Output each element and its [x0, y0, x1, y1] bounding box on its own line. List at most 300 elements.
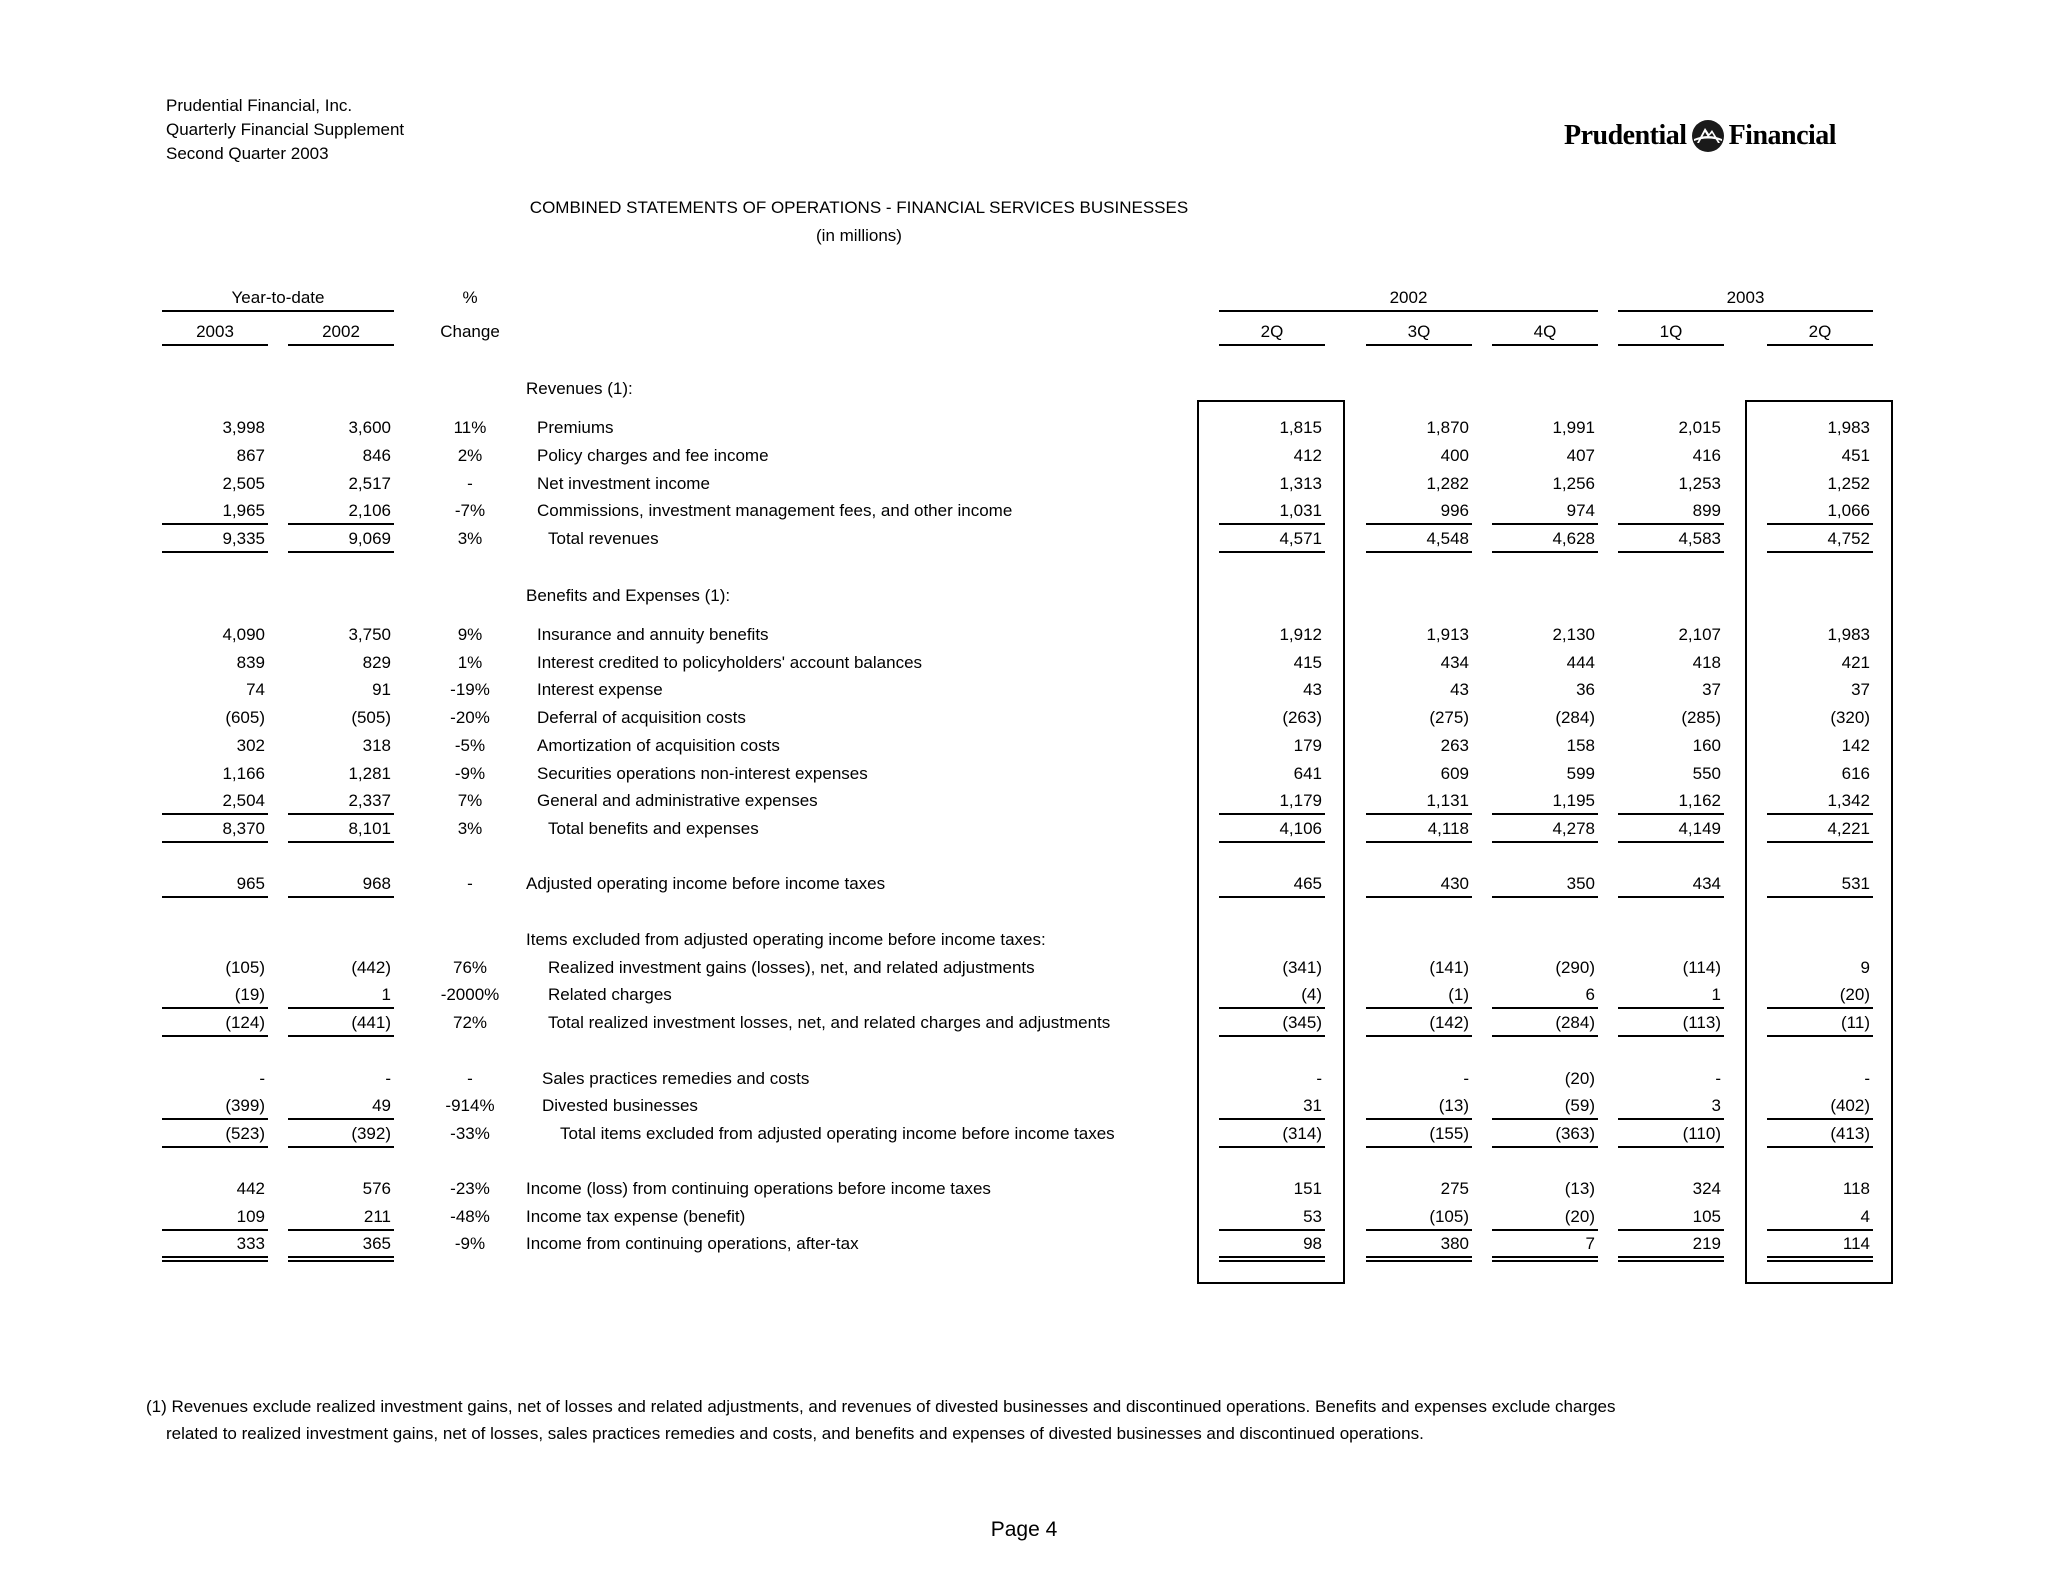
cell-q-2002-2q: (345)	[1282, 1013, 1322, 1032]
total-rule	[288, 1118, 394, 1120]
cell-pct-change: -20%	[450, 708, 490, 727]
cell-ytd-2003: 74	[246, 680, 265, 699]
cell-q-2002-2q: 465	[1293, 874, 1322, 893]
total-rule	[162, 1007, 268, 1009]
cell-q-2002-4q: (363)	[1555, 1124, 1595, 1143]
ytd-2003-rule	[162, 344, 268, 346]
cell-pct-change: -9%	[454, 764, 486, 783]
cell-q-2002-2q: 98	[1303, 1234, 1322, 1253]
total-rule	[162, 1035, 268, 1037]
q-2003-1q-rule	[1618, 344, 1724, 346]
cell-pct-change: 3%	[457, 529, 483, 548]
double-total-rule	[1618, 1260, 1724, 1262]
cell-q-2002-3q: (1)	[1448, 985, 1469, 1004]
total-rule	[1219, 551, 1325, 553]
cell-ytd-2002: (442)	[351, 958, 391, 977]
cell-q-2002-3q: (13)	[1438, 1096, 1469, 1115]
cell-q-2002-2q: 151	[1293, 1179, 1322, 1198]
q-2003-2q-rule	[1767, 344, 1873, 346]
total-rule	[1767, 1118, 1873, 1120]
total-rule	[1767, 896, 1873, 898]
cell-pct-change: 7%	[457, 791, 483, 810]
cell-ytd-2002: 2,337	[348, 791, 391, 810]
double-total-rule	[1366, 1260, 1472, 1262]
row-label: Total items excluded from adjusted operating income before income taxes	[560, 1124, 1115, 1143]
year-2002-rule	[1219, 310, 1598, 312]
cell-q-2003-1q: 105	[1692, 1207, 1721, 1226]
cell-q-2003-2q: 4,752	[1827, 529, 1870, 548]
cell-pct-change: -23%	[450, 1179, 490, 1198]
cell-q-2002-3q: -	[1463, 1069, 1469, 1088]
total-rule	[1492, 1256, 1598, 1258]
cell-q-2003-2q: -	[1864, 1069, 1870, 1088]
cell-q-2002-4q: 158	[1566, 736, 1595, 755]
cell-q-2002-4q: 1,256	[1552, 474, 1595, 493]
total-rule	[1492, 551, 1598, 553]
cell-ytd-2003: 839	[236, 653, 265, 672]
cell-q-2002-2q: 1,179	[1279, 791, 1322, 810]
row-label: Income tax expense (benefit)	[526, 1207, 746, 1226]
total-rule	[288, 813, 394, 815]
cell-ytd-2003: 1,166	[222, 764, 265, 783]
ytd-2002-header: 2002	[322, 322, 360, 341]
total-rule	[1366, 896, 1472, 898]
cell-ytd-2003: (523)	[225, 1124, 265, 1143]
cell-q-2002-4q: 7	[1585, 1234, 1595, 1253]
total-rule	[1767, 1146, 1873, 1148]
double-total-rule	[288, 1260, 394, 1262]
cell-q-2002-3q: 4,548	[1426, 529, 1469, 548]
cell-q-2002-3q: 1,913	[1426, 625, 1469, 644]
cell-q-2003-1q: 324	[1692, 1179, 1721, 1198]
cell-ytd-2002: 318	[362, 736, 391, 755]
cell-ytd-2003: (124)	[225, 1013, 265, 1032]
cell-pct-change: 11%	[453, 418, 487, 437]
q-2003-2q-header: 2Q	[1808, 322, 1832, 341]
total-rule	[1492, 1007, 1598, 1009]
cell-q-2003-2q: 1,252	[1827, 474, 1870, 493]
cell-pct-change: 9%	[457, 625, 483, 644]
row-label: Premiums	[537, 418, 614, 437]
cell-q-2003-1q: 434	[1692, 874, 1721, 893]
cell-q-2003-1q: (114)	[1682, 958, 1721, 977]
total-rule	[1492, 1035, 1598, 1037]
ytd-2002-rule	[288, 344, 394, 346]
total-rule	[288, 1256, 394, 1258]
statement-units: (in millions)	[816, 226, 902, 245]
row-label: Realized investment gains (losses), net, and related adjustments	[548, 958, 1035, 977]
ytd-group-rule	[162, 310, 394, 312]
total-rule	[1366, 523, 1472, 525]
cell-q-2002-3q: 430	[1440, 874, 1469, 893]
q-2002-4q-rule	[1492, 344, 1598, 346]
q-2002-3q-header: 3Q	[1407, 322, 1431, 341]
cell-q-2002-3q: 434	[1440, 653, 1469, 672]
total-rule	[1767, 1256, 1873, 1258]
cell-ytd-2002: 3,750	[348, 625, 391, 644]
cell-q-2002-3q: 609	[1440, 764, 1469, 783]
total-rule	[1767, 1035, 1873, 1037]
pct-header-top: %	[462, 288, 478, 307]
year-2003-rule	[1618, 310, 1873, 312]
logo-word-financial: Financial	[1728, 120, 1837, 151]
cell-q-2002-4q: (20)	[1564, 1207, 1595, 1226]
total-rule	[1767, 523, 1873, 525]
row-label: Sales practices remedies and costs	[542, 1069, 810, 1088]
total-rule	[1366, 1035, 1472, 1037]
cell-q-2002-3q: 43	[1450, 680, 1469, 699]
cell-q-2003-1q: 418	[1692, 653, 1721, 672]
double-total-rule	[1219, 1260, 1325, 1262]
cell-pct-change: -19%	[450, 680, 490, 699]
total-rule	[1618, 1118, 1724, 1120]
row-label: Net investment income	[537, 474, 710, 493]
cell-q-2003-1q: 2,107	[1678, 625, 1721, 644]
footnote-line-2: related to realized investment gains, net of losses, sales practices remedies and costs, and benefits and expenses of divested businesses and discontinued operations.	[166, 1424, 1424, 1443]
cell-ytd-2003: (19)	[234, 985, 265, 1004]
cell-q-2003-2q: (11)	[1841, 1013, 1870, 1032]
cell-q-2002-3q: 275	[1440, 1179, 1469, 1198]
total-rule	[1767, 841, 1873, 843]
total-rule	[1492, 896, 1598, 898]
total-rule	[288, 841, 394, 843]
cell-q-2002-3q: (141)	[1429, 958, 1469, 977]
page-number: Page 4	[990, 1518, 1058, 1541]
total-rule	[1618, 896, 1724, 898]
cell-q-2002-2q: (4)	[1301, 985, 1322, 1004]
cell-ytd-2002: (441)	[351, 1013, 391, 1032]
cell-ytd-2002: 576	[362, 1179, 391, 1198]
logo-word-prudential: Prudential	[1564, 120, 1687, 151]
total-rule	[1618, 523, 1724, 525]
cell-q-2002-3q: 996	[1440, 501, 1469, 520]
cell-q-2002-4q: 1,991	[1552, 418, 1595, 437]
cell-q-2003-1q: 4,583	[1678, 529, 1721, 548]
total-rule	[1219, 1118, 1325, 1120]
cell-ytd-2002: 3,600	[348, 418, 391, 437]
pct-header-bottom: Change	[440, 322, 500, 341]
cell-ytd-2002: 1	[381, 985, 391, 1004]
cell-ytd-2003: 2,505	[222, 474, 265, 493]
total-rule	[288, 1035, 394, 1037]
total-rule	[1366, 1229, 1472, 1231]
cell-ytd-2003: 9,335	[222, 529, 265, 548]
row-label: Revenues (1):	[526, 379, 633, 398]
cell-q-2003-2q: (20)	[1839, 985, 1870, 1004]
ytd-2003-header: 2003	[196, 322, 234, 341]
cell-ytd-2003: 8,370	[222, 819, 265, 838]
cell-q-2003-2q: 114	[1842, 1234, 1870, 1253]
cell-q-2002-4q: 4,628	[1552, 529, 1595, 548]
cell-q-2003-1q: 416	[1692, 446, 1721, 465]
cell-pct-change: 72%	[452, 1013, 488, 1032]
cell-q-2003-2q: 1,066	[1827, 501, 1870, 520]
rock-icon	[1691, 119, 1725, 153]
cell-ytd-2003: 1,965	[222, 501, 265, 520]
cell-pct-change: 76%	[452, 958, 488, 977]
cell-ytd-2002: 49	[372, 1096, 391, 1115]
cell-q-2002-4q: (20)	[1564, 1069, 1595, 1088]
total-rule	[1618, 813, 1724, 815]
total-rule	[1618, 551, 1724, 553]
total-rule	[1492, 813, 1598, 815]
cell-q-2002-2q: 31	[1303, 1096, 1322, 1115]
cell-q-2002-4q: 36	[1576, 680, 1595, 699]
cell-q-2002-4q: 599	[1566, 764, 1595, 783]
cell-ytd-2003: (105)	[225, 958, 265, 977]
cell-ytd-2002: 8,101	[348, 819, 391, 838]
cell-q-2003-2q: 531	[1841, 874, 1870, 893]
cell-q-2002-3q: 380	[1440, 1234, 1469, 1253]
row-label: Securities operations non-interest expenses	[537, 764, 868, 783]
row-label: Policy charges and fee income	[537, 446, 769, 465]
cell-q-2003-1q: (285)	[1681, 708, 1721, 727]
cell-q-2002-3q: 263	[1440, 736, 1469, 755]
cell-q-2003-2q: 1,983	[1827, 625, 1870, 644]
row-label: Interest credited to policyholders' account balances	[537, 653, 923, 672]
cell-ytd-2003: -	[259, 1069, 265, 1088]
cell-ytd-2002: 1,281	[348, 764, 391, 783]
total-rule	[288, 523, 394, 525]
total-rule	[288, 551, 394, 553]
cell-q-2002-2q: 1,912	[1279, 625, 1322, 644]
cell-q-2002-4q: 4,278	[1552, 819, 1595, 838]
cell-q-2002-4q: 444	[1566, 653, 1595, 672]
cell-ytd-2003: 4,090	[222, 625, 265, 644]
total-rule	[1767, 551, 1873, 553]
row-label: Total revenues	[548, 529, 659, 548]
cell-q-2003-2q: (413)	[1830, 1124, 1870, 1143]
total-rule	[1366, 841, 1472, 843]
cell-q-2003-1q: 160	[1692, 736, 1721, 755]
cell-ytd-2002: (392)	[351, 1124, 391, 1143]
cell-q-2002-4q: 974	[1566, 501, 1595, 520]
q-2002-2q-rule	[1219, 344, 1325, 346]
cell-q-2002-2q: 415	[1293, 653, 1322, 672]
cell-pct-change: -9%	[454, 1234, 486, 1253]
cell-q-2002-4q: 2,130	[1552, 625, 1595, 644]
cell-q-2003-2q: 1,342	[1827, 791, 1870, 810]
cell-pct-change: -	[467, 474, 473, 493]
cell-ytd-2003: 333	[236, 1234, 265, 1253]
cell-pct-change: -7%	[454, 501, 486, 520]
cell-q-2002-2q: 641	[1293, 764, 1322, 783]
row-label: Income (loss) from continuing operations before income taxes	[526, 1179, 991, 1198]
cell-q-2003-2q: 37	[1851, 680, 1870, 699]
cell-q-2003-1q: 2,015	[1678, 418, 1721, 437]
cell-q-2003-1q: 1,162	[1678, 791, 1721, 810]
cell-ytd-2003: 302	[236, 736, 265, 755]
total-rule	[1767, 1229, 1873, 1231]
report-header	[166, 94, 404, 166]
cell-ytd-2002: 91	[372, 680, 391, 699]
total-rule	[288, 896, 394, 898]
total-rule	[1492, 841, 1598, 843]
total-rule	[1219, 1256, 1325, 1258]
cell-pct-change: -33%	[450, 1124, 490, 1143]
cell-q-2003-2q: 142	[1841, 736, 1870, 755]
double-total-rule	[1492, 1260, 1598, 1262]
total-rule	[288, 1229, 394, 1231]
total-rule	[1219, 1146, 1325, 1148]
total-rule	[162, 551, 268, 553]
footnote-line-1: (1) Revenues exclude realized investment gains, net of losses and related adjustments, and revenues of divested businesses and discontinued operations. Benefits and expenses exclude charges	[146, 1397, 1616, 1416]
cell-q-2002-2q: 1,815	[1279, 418, 1322, 437]
cell-ytd-2003: (605)	[225, 708, 265, 727]
cell-q-2002-2q: 1,313	[1279, 474, 1322, 493]
total-rule	[1767, 813, 1873, 815]
row-label: Adjusted operating income before income taxes	[526, 874, 886, 893]
cell-q-2003-1q: (113)	[1682, 1013, 1721, 1032]
cell-ytd-2002: 846	[362, 446, 391, 465]
cell-q-2003-1q: 219	[1692, 1234, 1721, 1253]
cell-ytd-2002: 968	[362, 874, 391, 893]
total-rule	[1219, 841, 1325, 843]
q-2002-3q-rule	[1366, 344, 1472, 346]
cell-q-2002-2q: (263)	[1282, 708, 1322, 727]
cell-q-2002-2q: -	[1316, 1069, 1322, 1088]
cell-ytd-2003: 109	[236, 1207, 265, 1226]
cell-ytd-2002: -	[385, 1069, 391, 1088]
total-rule	[1618, 841, 1724, 843]
total-rule	[1366, 551, 1472, 553]
cell-q-2002-3q: (105)	[1429, 1207, 1469, 1226]
cell-pct-change: -2000%	[440, 985, 500, 1004]
cell-pct-change: -	[467, 1069, 473, 1088]
report-period: Second Quarter 2003	[166, 144, 329, 163]
total-rule	[1219, 1035, 1325, 1037]
cell-q-2003-1q: 1	[1711, 985, 1721, 1004]
row-label: Benefits and Expenses (1):	[526, 586, 731, 605]
cell-q-2002-4q: 1,195	[1552, 791, 1595, 810]
row-label: Deferral of acquisition costs	[537, 708, 746, 727]
cell-pct-change: 1%	[457, 653, 483, 672]
cell-ytd-2003: 965	[236, 874, 265, 893]
total-rule	[162, 1229, 268, 1231]
cell-ytd-2002: 2,106	[348, 501, 391, 520]
total-rule	[1219, 1007, 1325, 1009]
statement-title: COMBINED STATEMENTS OF OPERATIONS - FINANCIAL SERVICES BUSINESSES	[529, 198, 1189, 217]
cell-q-2003-2q: 4	[1860, 1207, 1870, 1226]
total-rule	[1219, 896, 1325, 898]
cell-q-2002-2q: 412	[1293, 446, 1322, 465]
cell-q-2003-1q: -	[1715, 1069, 1721, 1088]
cell-ytd-2003: 867	[236, 446, 265, 465]
total-rule	[1618, 1035, 1724, 1037]
year-2003-header: 2003	[1726, 288, 1765, 307]
row-label: Items excluded from adjusted operating income before income taxes:	[526, 930, 1046, 949]
row-label: Income from continuing operations, after-tax	[526, 1234, 859, 1253]
cell-q-2002-2q: 1,031	[1279, 501, 1322, 520]
cell-ytd-2002: 2,517	[348, 474, 391, 493]
total-rule	[288, 1146, 394, 1148]
cell-q-2003-2q: 1,983	[1827, 418, 1870, 437]
total-rule	[1366, 813, 1472, 815]
q-2002-4q-header: 4Q	[1533, 322, 1557, 341]
row-label: Amortization of acquisition costs	[537, 736, 780, 755]
cell-q-2002-3q: (142)	[1429, 1013, 1469, 1032]
cell-q-2002-4q: 350	[1566, 874, 1595, 893]
total-rule	[1219, 523, 1325, 525]
q-2003-1q-header: 1Q	[1659, 322, 1683, 341]
cell-q-2003-1q: 1,253	[1678, 474, 1721, 493]
row-label: Total realized investment losses, net, and related charges and adjustments	[548, 1013, 1111, 1032]
row-label: Commissions, investment management fees, and other income	[537, 501, 1013, 520]
total-rule	[1492, 1146, 1598, 1148]
double-total-rule	[162, 1260, 268, 1262]
cell-q-2003-1q: (110)	[1682, 1124, 1721, 1143]
document-name: Quarterly Financial Supplement	[166, 120, 405, 139]
q-2002-2q-header: 2Q	[1260, 322, 1284, 341]
total-rule	[1366, 1256, 1472, 1258]
total-rule	[162, 1146, 268, 1148]
cell-ytd-2002: (505)	[351, 708, 391, 727]
total-rule	[1618, 1256, 1724, 1258]
row-label: General and administrative expenses	[537, 791, 818, 810]
cell-q-2002-4q: (290)	[1555, 958, 1595, 977]
total-rule	[288, 1007, 394, 1009]
cell-pct-change: -48%	[450, 1207, 490, 1226]
cell-q-2002-2q: (341)	[1282, 958, 1322, 977]
cell-q-2003-2q: 4,221	[1827, 819, 1870, 838]
row-label: Interest expense	[537, 680, 663, 699]
cell-q-2002-2q: 4,571	[1279, 529, 1322, 548]
total-rule	[1366, 1118, 1472, 1120]
total-rule	[1219, 1229, 1325, 1231]
prudential-logo	[1564, 118, 1836, 154]
cell-q-2002-2q: 53	[1303, 1207, 1322, 1226]
row-label: Divested businesses	[542, 1096, 698, 1115]
cell-q-2002-2q: 43	[1303, 680, 1322, 699]
total-rule	[1618, 1229, 1724, 1231]
cell-q-2002-2q: 179	[1293, 736, 1322, 755]
cell-q-2003-2q: 9	[1860, 958, 1870, 977]
cell-q-2002-4q: 407	[1566, 446, 1595, 465]
cell-ytd-2002: 211	[363, 1207, 391, 1226]
cell-ytd-2003: (399)	[225, 1096, 265, 1115]
cell-q-2002-3q: 4,118	[1427, 819, 1469, 838]
cell-ytd-2002: 829	[362, 653, 391, 672]
cell-q-2003-2q: 616	[1841, 764, 1870, 783]
cell-q-2002-3q: 1,282	[1426, 474, 1469, 493]
cell-q-2003-1q: 37	[1702, 680, 1721, 699]
cell-q-2002-2q: (314)	[1282, 1124, 1322, 1143]
cell-q-2002-3q: (275)	[1429, 708, 1469, 727]
cell-pct-change: -5%	[454, 736, 486, 755]
cell-q-2003-1q: 550	[1692, 764, 1721, 783]
ytd-group-header: Year-to-date	[231, 288, 325, 307]
cell-q-2002-3q: 400	[1440, 446, 1469, 465]
cell-q-2003-1q: 3	[1711, 1096, 1721, 1115]
cell-q-2002-3q: 1,870	[1426, 418, 1469, 437]
cell-q-2003-2q: 118	[1842, 1179, 1870, 1198]
total-rule	[162, 523, 268, 525]
footnote	[146, 1393, 1846, 1447]
cell-pct-change: 2%	[457, 446, 483, 465]
cell-pct-change: -914%	[445, 1096, 495, 1115]
cell-q-2002-3q: (155)	[1429, 1124, 1469, 1143]
cell-q-2003-2q: (402)	[1830, 1096, 1870, 1115]
row-label: Total benefits and expenses	[548, 819, 759, 838]
total-rule	[162, 896, 268, 898]
row-label: Insurance and annuity benefits	[537, 625, 769, 644]
cell-q-2002-4q: 6	[1585, 985, 1595, 1004]
cell-q-2003-1q: 899	[1692, 501, 1721, 520]
cell-ytd-2003: 3,998	[222, 418, 265, 437]
total-rule	[162, 1118, 268, 1120]
cell-q-2002-4q: (284)	[1555, 708, 1595, 727]
total-rule	[1219, 813, 1325, 815]
